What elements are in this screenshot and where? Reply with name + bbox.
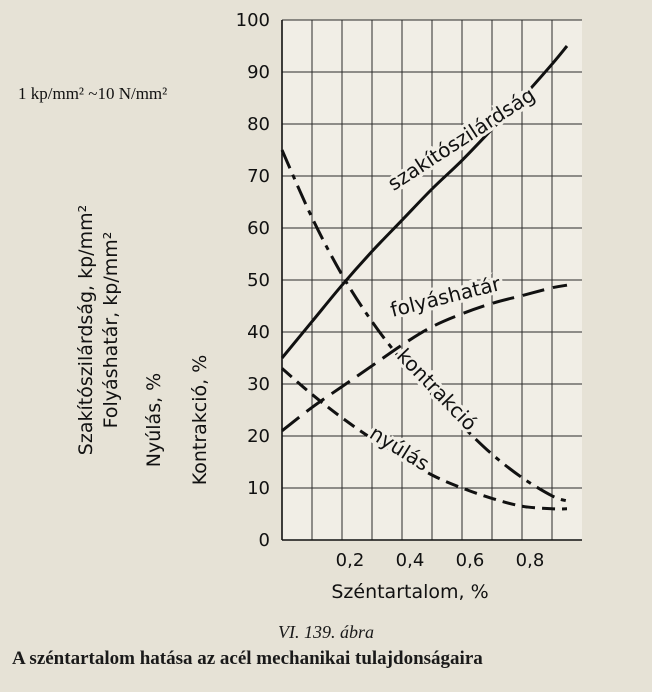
- conversion-note: 1 kp/mm² ~10 N/mm²: [18, 84, 168, 103]
- y-tick-label: 10: [247, 478, 270, 499]
- y-axis-label: Szakítószilárdság, kp/mm²: [75, 204, 97, 456]
- x-axis-label: Széntartalom, %: [331, 581, 489, 603]
- label-yield-point: folyáshatár: [387, 271, 503, 322]
- y-tick-label: 100: [235, 10, 270, 31]
- y-axis-label: Nyúlás, %: [143, 372, 165, 468]
- y-tick-label: 40: [247, 322, 270, 343]
- y-tick-label: 30: [247, 374, 270, 395]
- x-tick-label: 0,8: [515, 550, 545, 571]
- y-axis-label: Kontrakció, %: [189, 354, 211, 486]
- y-tick-label: 90: [247, 62, 270, 83]
- y-tick-label: 80: [247, 114, 270, 135]
- label-tensile-strength: szakítószilárdság: [383, 82, 540, 196]
- y-tick-label: 0: [258, 530, 270, 551]
- y-tick-label: 20: [247, 426, 270, 447]
- y-axis-label: Folyáshatár, kp/mm²: [100, 231, 122, 429]
- figure-caption: A széntartalom hatása az acél mechanikai tulajdonságaira: [12, 648, 483, 669]
- figure-number: VI. 139. ábra: [278, 622, 374, 642]
- x-tick-label: 0,4: [395, 550, 425, 571]
- label-contraction: kontrakció: [392, 343, 482, 436]
- x-tick-label: 0,6: [455, 550, 485, 571]
- y-tick-label: 60: [247, 218, 270, 239]
- x-tick-label: 0,2: [335, 550, 365, 571]
- y-tick-label: 50: [247, 270, 270, 291]
- y-tick-label: 70: [247, 166, 270, 187]
- label-elongation: nyúlás: [365, 420, 434, 476]
